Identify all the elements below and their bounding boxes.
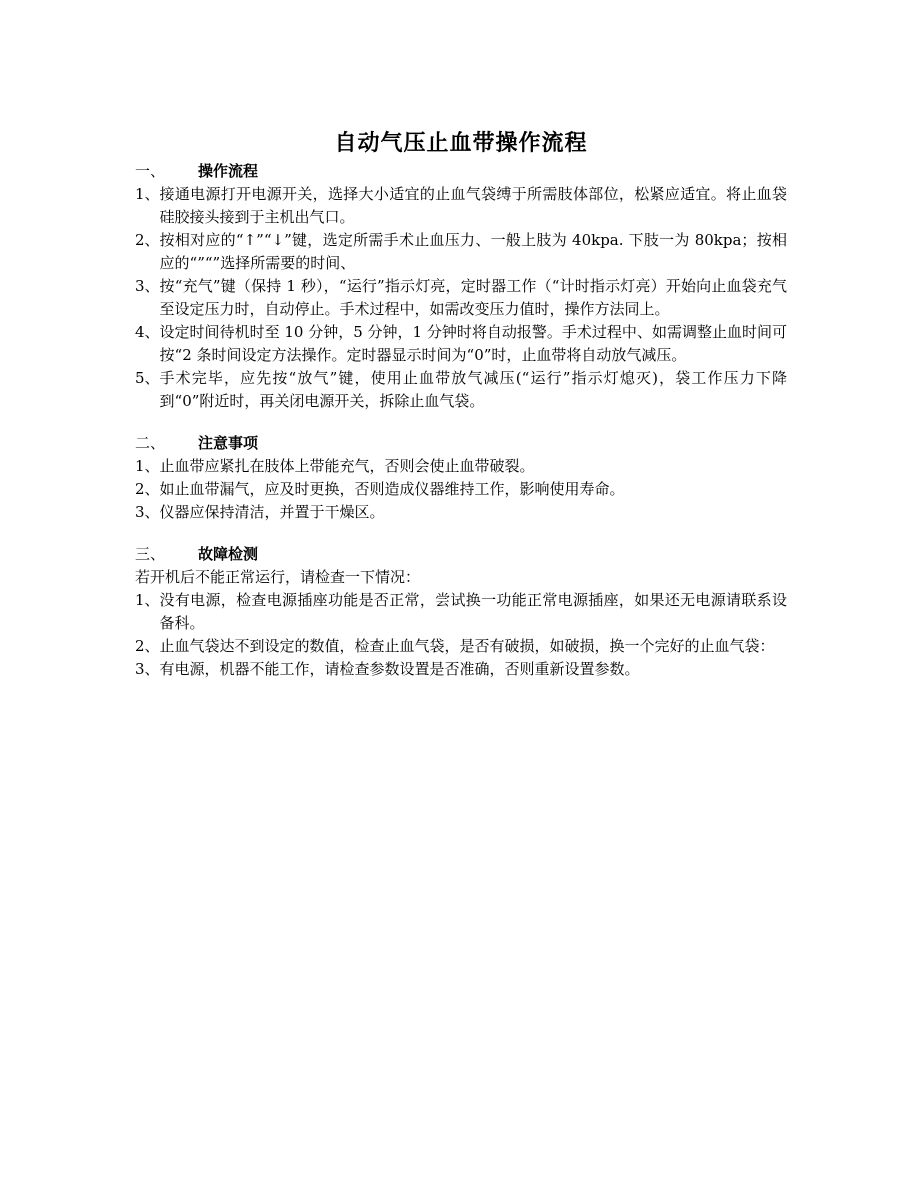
item-index: 1、 xyxy=(135,457,160,475)
list-item xyxy=(135,183,787,229)
item-text: 没有电源，检查电源插座功能是否正常，尝试换一功能正常电源插座，如果还无电源请联系设备科。 xyxy=(159,591,787,632)
section-intro: 若开机后不能正常运行，请检查一下情况： xyxy=(135,568,421,586)
section-number: 一、 xyxy=(135,162,166,180)
item-index: 2、 xyxy=(135,480,160,498)
section-title: 注意事项 xyxy=(198,434,259,452)
item-text: 止血气袋达不到设定的数值，检查止血气袋，是否有破损，如破损，换一个完好的止血气袋： xyxy=(159,637,775,655)
list-item xyxy=(135,321,787,367)
item-text: 如止血带漏气，应及时更换，否则造成仪器维持工作，影响使用寿命。 xyxy=(159,480,625,498)
item-text: 按相对应的“↑”“↓”键，选定所需手术止血压力、一般上肢为 40kpa. 下肢一为 80kpa；按相应的“”“”选择所需要的时间、 xyxy=(159,231,787,272)
item-index: 3、 xyxy=(135,277,160,295)
item-text: 设定时间待机时至 10 分钟，5 分钟，1 分钟时将自动报警。手术过程中、如需调整止血时间可按“2 条时间设定方法操作。定时器显示时间为“0”时，止血带将自动放气减压。 xyxy=(159,323,787,364)
spacer xyxy=(135,524,787,543)
section-number: 三、 xyxy=(135,545,166,563)
item-index: 3、 xyxy=(135,660,160,678)
section-number: 二、 xyxy=(135,434,166,452)
list-item xyxy=(135,275,787,321)
spacer xyxy=(135,413,787,432)
item-text: 仪器应保持清洁，并置于干燥区。 xyxy=(159,503,385,521)
section-heading-operation xyxy=(135,160,787,183)
list-item xyxy=(135,501,787,524)
item-index: 2、 xyxy=(135,231,160,249)
section-title: 操作流程 xyxy=(198,162,259,180)
list-item xyxy=(135,658,787,681)
section-heading-troubleshooting xyxy=(135,543,787,566)
item-text: 接通电源打开电源开关，选择大小适宜的止血气袋缚于所需肢体部位，松紧应适宜。将止血袋硅胶接头接到于主机出气口。 xyxy=(159,185,787,226)
list-item xyxy=(135,478,787,501)
document-title: 自动气压止血带操作流程 xyxy=(334,131,588,156)
item-text: 止血带应紧扎在肢体上带能充气，否则会使止血带破裂。 xyxy=(159,457,535,475)
document-page xyxy=(135,128,787,681)
item-text: 有电源，机器不能工作，请检查参数设置是否准确，否则重新设置参数。 xyxy=(159,660,640,678)
list-item xyxy=(135,229,787,275)
item-index: 5、 xyxy=(135,369,160,387)
section-title: 故障检测 xyxy=(198,545,259,563)
list-item xyxy=(135,367,787,413)
list-item xyxy=(135,455,787,478)
list-item xyxy=(135,589,787,635)
item-index: 1、 xyxy=(135,185,160,203)
item-index: 3、 xyxy=(135,503,160,521)
item-index: 1、 xyxy=(135,591,160,609)
section-heading-precautions xyxy=(135,432,787,455)
item-index: 2、 xyxy=(135,637,160,655)
item-text: 按“充气”键（保持 1 秒），“运行”指示灯亮，定时器工作（“计时指示灯亮）开始向止血袋充气至设定压力时，自动停止。手术过程中，如需改变压力值时，操作方法同上。 xyxy=(159,277,787,318)
item-index: 4、 xyxy=(135,323,160,341)
item-text: 手术完毕，应先按“放气”键，使用止血带放气减压(“运行”指示灯熄灭)，袋工作压力下降到“0”附近时，再关闭电源开关，拆除止血气袋。 xyxy=(159,369,787,410)
list-item xyxy=(135,635,787,658)
